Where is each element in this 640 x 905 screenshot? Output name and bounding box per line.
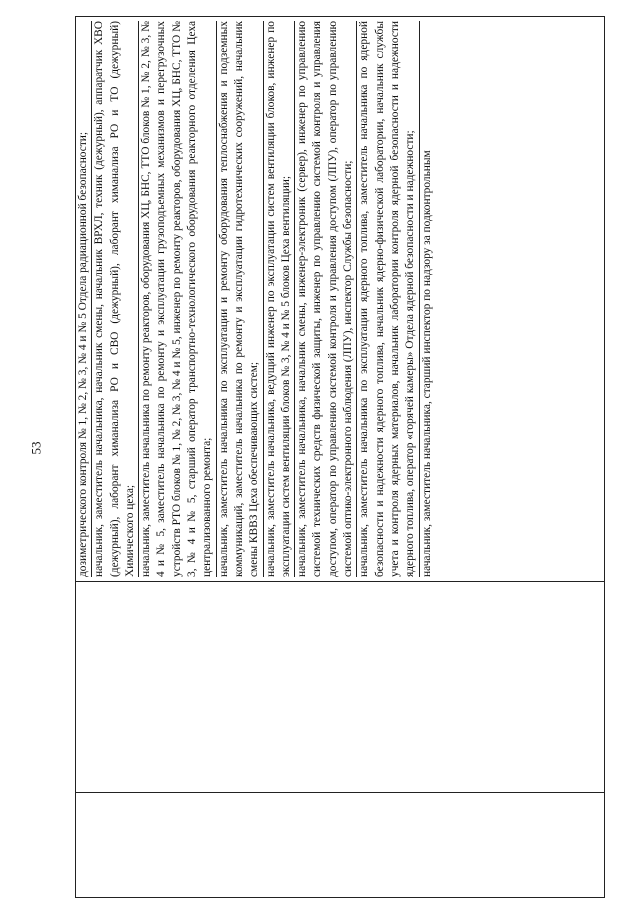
position-entry: начальник, заместитель начальника по эксплуатации ядерного топлива, заместитель начальника по ядерной безопасности и надежности ядерного топлива, начальник ядерно-физической лаборатории, начальник службы учета и контроля ядерных материалов, начальник лаборатории контроля ядерной безопасности и надежности ядерного топлива, оператор «горячей камеры» Отдела ядерной безопасности и надежности; [357,21,419,577]
position-entry: начальник, заместитель начальника, начальник смены, инженер-электроник (сервер), инженер по управлению системой технических средств физической защиты, инженер по управлению системой контроля и управления доступом, оператор по управлению системой контроля и управления доступом (ЛПУ), оператор по управлению системой оптико-электронного наблюдения (ЛПУ), инспектор Службы безопасности; [295,21,357,577]
position-entry: начальник, заместитель начальника, старший инспектор по надзору за подконтрольным [420,150,433,577]
table-row [76,17,605,898]
position-entry: дозиметрического контроля № 1, № 2, № 3, № 4 и № 5 Отдела радиационной безопасности; [76,21,92,577]
personnel-table [75,16,605,898]
rotated-table-container [75,20,605,898]
rotated-table-frame [75,20,605,898]
position-entry: начальник, заместитель начальника по эксплуатации и ремонту оборудования теплоснабжения и подземных коммуникаций, заместитель начальника по ремонту и эксплуатации гидротехнических сооружений, начальник смены КВВЗ Цеха обеспечивающих систем; [217,21,264,577]
page-number: 53 [28,441,44,455]
position-entry: начальник, заместитель начальника, ведущий инженер по эксплуатации систем вентиляции блоков, инженер по эксплуатации систем вентиляции блоков № 3, № 4 и № 5 блоков Цеха вентиляции; [264,21,296,577]
table-cell-empty-b [76,582,605,793]
position-entry: начальник, заместитель начальника, начальник смены, начальник ВРХЛ, техник (дежурный), аппаратчик ХВО (дежурный), лаборант химанализа РО и СВО (дежурный), лаборант химанализа РО и ТО (дежурный) Химического цеха; [92,21,139,577]
positions-list [76,17,435,581]
table-cell-positions [76,17,605,582]
position-entry: начальник, заместитель начальника по ремонту реакторов, оборудования ХЦ, БНС, ТТО блоков № 1, № 2, № 3, № 4 и № 5, заместитель начальника по ремонту и эксплуатации грузоподъемных механизмов и перегрузочных устройств РТО блоков № 1, № 2, № 3, № 4 и № 5, инженер по ремонту реакторов, оборудования ХЦ, БНС, ТТО № 3, № 4 и № 5, старший оператор транспортно-технологического оборудования реакторного отделения Цеха централизованного ремонта; [139,21,216,577]
table-cell-empty-a [76,793,605,898]
